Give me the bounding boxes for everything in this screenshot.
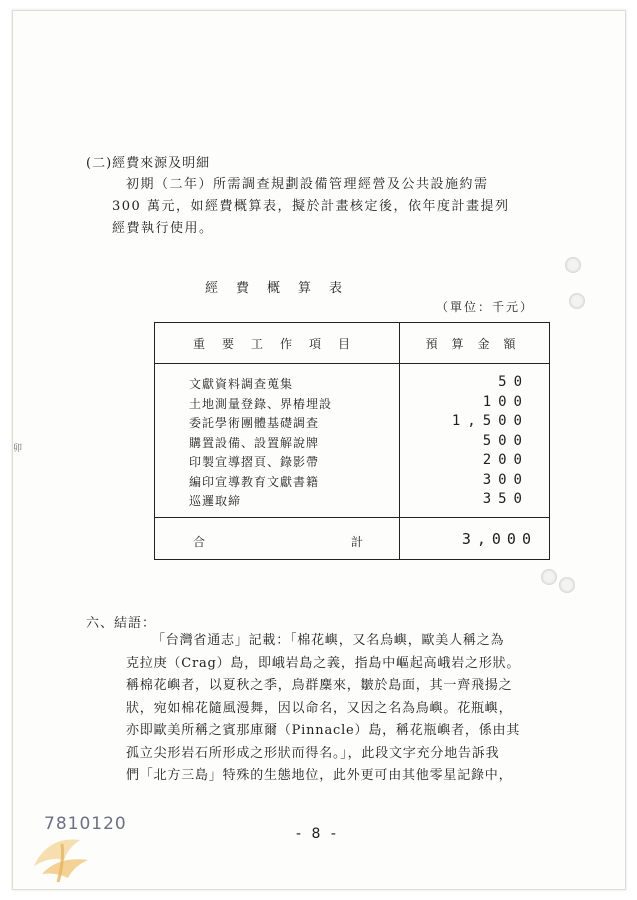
total-label-left: 合: [193, 535, 206, 549]
table-row: [189, 414, 539, 434]
row-item: 巡邏取締: [189, 494, 242, 508]
table-rows: [189, 375, 539, 512]
section-heading: (二)經費來源及明細: [86, 156, 211, 171]
row-item: 購置設備、設置解說牌: [189, 435, 320, 450]
conclusion-line: 狀，宛如棉花隨風漫舞，因以命名，又因之名為鳥嶼。花瓶嶼，: [126, 700, 513, 716]
page-number: - 8 -: [296, 826, 339, 842]
row-amount: 50: [498, 374, 529, 390]
row-amount: 200: [482, 452, 529, 468]
table-unit: （單位：千元）: [436, 300, 535, 314]
table-row: [189, 395, 539, 415]
header-item: 重要工作項目: [192, 337, 367, 351]
conclusion-line: 克拉庚（Crag）島，即峨岩島之義，指島中嶇起高峨岩之形狀。: [126, 655, 521, 671]
row-item: 委託學術團體基礎調查: [189, 416, 320, 430]
conclusion-line: 「台灣省通志」記載：「棉花嶼，又名烏嶼，歐美人稱之為: [152, 633, 505, 648]
table-divider: [155, 517, 549, 518]
table-divider: [155, 363, 549, 364]
archive-stamp-number: 7810120: [44, 814, 127, 834]
conclusion-line: 稱棉花嶼者，以夏秋之季，鳥群麇來，皺於島面，其一齊飛揚之: [126, 678, 513, 693]
intro-line: 經費執行使用。: [112, 221, 214, 236]
archive-logo-icon: [28, 826, 98, 886]
row-amount: 1,500: [451, 413, 529, 429]
conclusion-line: 們「北方三島」特殊的生態地位，此外更可由其他零星記錄中，: [126, 768, 513, 783]
intro-line: 初期（二年）所需調查規劃設備管理經營及公共設施約需: [126, 177, 489, 192]
row-item: 印製宣導摺頁、錄影帶: [189, 455, 320, 469]
conclusion-line: 孤立尖形岩石所形成之形狀而得名。」，此段文字充分地告訴我: [126, 745, 500, 761]
table-row: [189, 453, 539, 473]
row-amount: 500: [482, 432, 529, 449]
table-row: [189, 434, 539, 454]
row-item: 文獻資料調查蒐集: [189, 377, 294, 391]
row-amount: 300: [482, 471, 529, 488]
margin-mark: 卯: [13, 444, 23, 454]
intro-paragraph: [112, 174, 586, 240]
punch-hole: [541, 569, 557, 585]
header-amount: 預算金額: [425, 337, 530, 351]
row-item: 編印宣導教育文獻書籍: [189, 474, 320, 489]
conclusion-heading: 六、結語：: [86, 616, 157, 631]
table-title: 經費概算表: [205, 281, 361, 296]
row-item: 土地測量登錄、界樁埋設: [189, 396, 333, 411]
row-amount: 100: [482, 393, 529, 410]
total-label-right: 計: [351, 535, 364, 549]
total-amount: 3,000: [461, 530, 537, 548]
conclusion-line: 亦即歐美所稱之賓那庫爾（Pinnacle）島，稱花瓶嶼者，係由其: [126, 723, 521, 738]
punch-hole: [559, 577, 575, 593]
intro-line: 300 萬元，如經費概算表，擬於計畫核定後，依年度計畫提列: [112, 199, 510, 214]
row-amount: 350: [482, 491, 529, 507]
table-row: [189, 473, 539, 493]
punch-hole: [569, 293, 585, 309]
budget-table: [154, 322, 550, 560]
table-row: [189, 492, 539, 512]
punch-hole: [565, 257, 581, 273]
conclusion-paragraph: [126, 630, 590, 788]
table-row: [189, 375, 539, 395]
